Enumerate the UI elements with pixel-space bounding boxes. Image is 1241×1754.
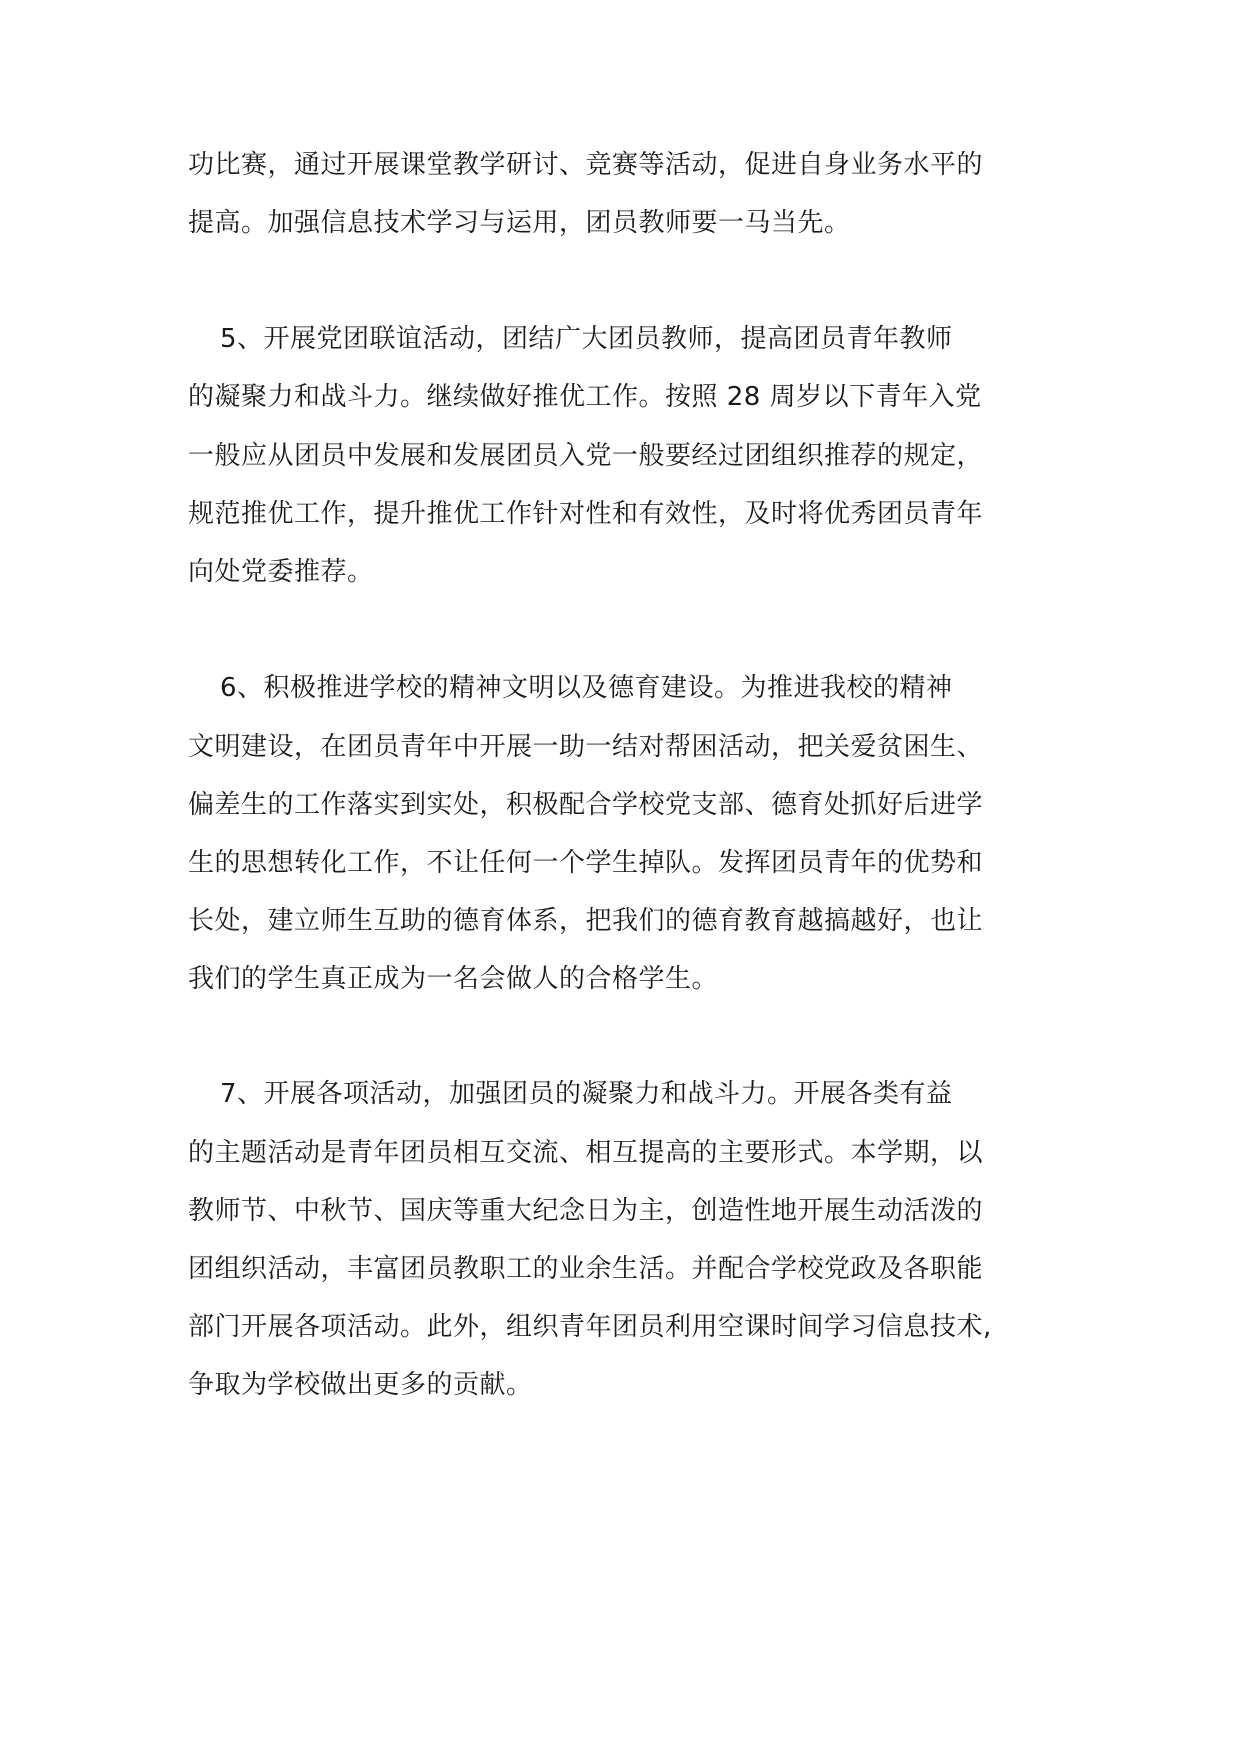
paragraph-2-line-1: 5、开展党团联谊活动，团结广大团员教师，提高团员青年教师 bbox=[220, 324, 953, 354]
paragraph-3-line-1: 6、积极推进学校的精神文明以及德育建设。为推进我校的精神 bbox=[220, 673, 953, 703]
paragraph-2-line-5: 向处党委推荐。 bbox=[188, 557, 374, 587]
paragraph-3-line-2: 文明建设，在团员青年中开展一助一结对帮困活动，把关爱贫困生、 bbox=[188, 732, 984, 762]
paragraph-4-line-1: 7、开展各项活动，加强团员的凝聚力和战斗力。开展各类有益 bbox=[220, 1079, 953, 1109]
paragraph-1-line-1: 功比赛，通过开展课堂教学研讨、竞赛等活动，促进自身业务水平的 bbox=[188, 150, 984, 180]
paragraph-4-line-5: 部门开展各项活动。此外，组织青年团员利用空课时间学习信息技术, bbox=[188, 1312, 992, 1342]
paragraph-2-line-3: 一般应从团员中发展和发展团员入党一般要经过团组织推荐的规定， bbox=[188, 441, 984, 471]
paragraph-4-line-6: 争取为学校做出更多的贡献。 bbox=[188, 1370, 533, 1400]
paragraph-2-line-4: 规范推优工作，提升推优工作针对性和有效性，及时将优秀团员青年 bbox=[188, 499, 984, 529]
paragraph-2-line-2: 的凝聚力和战斗力。继续做好推优工作。按照 28 周岁以下青年入党 bbox=[188, 382, 982, 412]
paragraph-1-line-2: 提高。加强信息技术学习与运用，团员教师要一马当先。 bbox=[188, 208, 851, 238]
paragraph-4-line-3: 教师节、中秋节、国庆等重大纪念日为主，创造性地开展生动活泼的 bbox=[188, 1196, 984, 1226]
paragraph-3-line-4: 生的思想转化工作，不让任何一个学生掉队。发挥团员青年的优势和 bbox=[188, 848, 984, 878]
paragraph-4-line-2: 的主题活动是青年团员相互交流、相互提高的主要形式。本学期，以 bbox=[188, 1138, 984, 1168]
paragraph-3-line-5: 长处，建立师生互助的德育体系，把我们的德育教育越搞越好，也让 bbox=[188, 906, 984, 936]
paragraph-4-line-4: 团组织活动，丰富团员教职工的业余生活。并配合学校党政及各职能 bbox=[188, 1254, 984, 1284]
paragraph-3-line-3: 偏差生的工作落实到实处，积极配合学校党支部、德育处抓好后进学 bbox=[188, 790, 984, 820]
paragraph-3-line-6: 我们的学生真正成为一名会做人的合格学生。 bbox=[188, 964, 719, 994]
